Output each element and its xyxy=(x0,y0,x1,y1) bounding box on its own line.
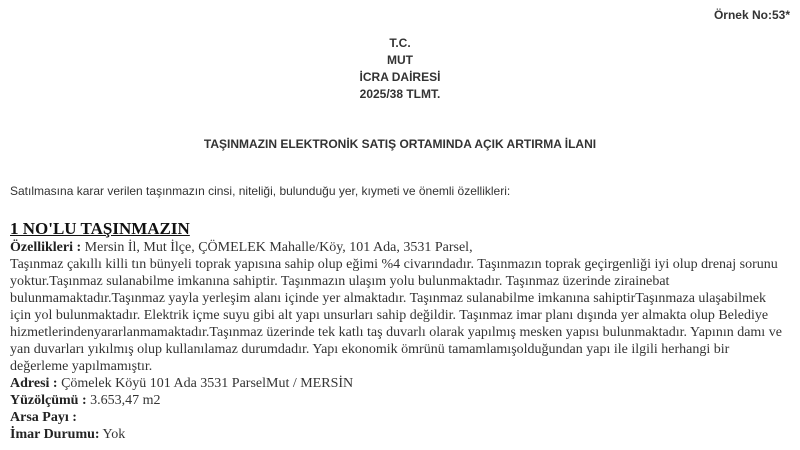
address-row xyxy=(10,375,790,392)
header-office: İCRA DAİRESİ xyxy=(359,70,441,84)
area-row xyxy=(10,392,790,409)
announcement-title: TAŞINMAZIN ELEKTRONİK SATIŞ ORTAMINDA AÇIK ARTIRMA İLANI xyxy=(203,137,597,151)
features-row xyxy=(10,239,790,256)
property-description: Taşınmaz çakıllı killi tın bünyeli toprak yapısına sahip olup eğimi %4 civarındadır. Taşınmazın toprak geçirgenliği iyi olup drenaj sorunu yoktur.Taşınmaz sulanabilme imkanına sahiptir. Taşınmazın ulaşım yolu bulunmaktadır. Taşınmaz üzerinde zirainebat bulunmamaktadır.Taşınmaz yayla yerleşim alanı içinde yer almaktadır. Taşınmaz sulanabilme imkanına sahiptirTaşınmaza ulaşabilmek için yol bulunmaktadır. Elektrik içme suyu gibi alt yapı unsurları sahip değildir. Taşınmaz imar planı dışında yer almakta olup Belediye hizmetlerindenyararlanmamaktadır.Taşınmaz üzerinde tek katlı taş duvarlı olarak yapılmış mesken yapısı bulunmaktadır. Yapının damı ve yan duvarları yıkılmış olup kullanılamaz durumdadır. Yapı ekonomik ömrünü tamamlamışolduğundan yapı ile ilgili herhangi bir değerleme yapılmamıştır. xyxy=(10,257,782,374)
address-label: Adresi : xyxy=(10,376,58,391)
property-section xyxy=(10,219,790,443)
area-value: 3.653,47 m2 xyxy=(86,393,161,408)
share-row xyxy=(10,409,790,426)
address-value: Çömelek Köyü 101 Ada 3531 ParselMut / MERSİN xyxy=(57,376,354,391)
share-label: Arsa Payı : xyxy=(10,410,77,425)
property-title: 1 NO'LU TAŞINMAZIN xyxy=(10,219,190,238)
area-label: Yüzölçümü : xyxy=(10,393,87,408)
header-country: T.C. xyxy=(389,36,411,50)
sample-number: Örnek No:53* xyxy=(713,8,790,22)
header-file-number: 2025/38 TLMT. xyxy=(359,87,441,101)
intro-text: Satılmasına karar verilen taşınmazın cinsi, niteliği, bulunduğu yer, kıymeti ve önemli özellikleri: xyxy=(10,184,511,198)
zoning-row xyxy=(10,426,790,443)
zoning-label: İmar Durumu: xyxy=(10,427,100,442)
features-value: Mersin İl, Mut İlçe, ÇÖMELEK Mahalle/Köy, 101 Ada, 3531 Parsel, xyxy=(81,240,473,255)
zoning-value: Yok xyxy=(99,427,126,442)
header-district: MUT xyxy=(387,53,413,67)
document-header xyxy=(0,35,800,103)
features-label: Özellikleri : xyxy=(10,240,82,255)
